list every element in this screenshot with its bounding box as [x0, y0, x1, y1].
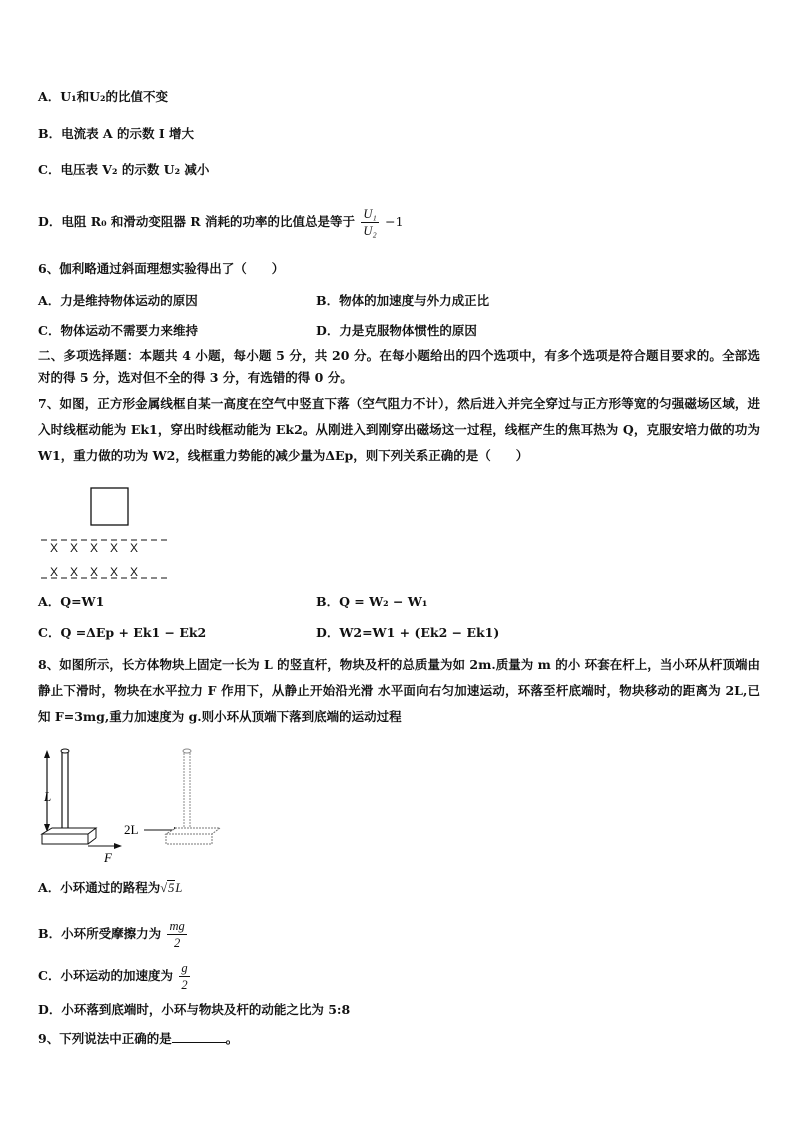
- q9-stem-text: 9、下列说法中正确的是: [38, 1031, 172, 1046]
- label-L: L: [44, 789, 52, 804]
- q8-option-b-fraction: [167, 918, 186, 951]
- sqrt-radicand: 5: [168, 881, 175, 895]
- q9-stem: [38, 1030, 238, 1048]
- q9-stem-end: 。: [225, 1031, 239, 1046]
- q7-option-c: C．Q =ΔEp + Ek1 − Ek2: [38, 625, 207, 640]
- q7-option-b: B．Q = W₂ − W₁: [316, 594, 428, 609]
- field-row-1: X X X X X: [50, 541, 139, 555]
- fraction-numerator: U₁: [363, 207, 377, 221]
- sqrt-expression: √5L: [160, 881, 183, 895]
- q5-option-c: C．电压表 V₂ 的示数 U₂ 减小: [38, 162, 210, 177]
- q8-stem: 8、如图所示，长方体物块上固定一长为 L 的竖直杆，物块及杆的总质量为如 2m.质量为 m 的小 环套在杆上，当小环从杆顶端由静止下滑时，物块在水平拉力 F 作用下，从静止开始沿光滑 水平面向右匀加速运动，环落至杆底端时，物块移动的距离为 2L,已知 F=3mg,重力加速度为 g.则小环从顶端下落到底端的运动过程: [38, 657, 760, 724]
- q8-option-b-text: B．小环所受摩擦力为: [38, 926, 162, 941]
- rod-right: [184, 750, 190, 832]
- q8-option-d: D．小环落到底端时，小环与物块及杆的动能之比为 5:8: [38, 1002, 351, 1017]
- fraction-numerator: g: [181, 961, 188, 975]
- q6-option-a: A．力是维持物体运动的原因: [38, 293, 198, 308]
- label-F: F: [104, 850, 112, 865]
- q7-figure: [38, 482, 178, 582]
- block-left: [42, 834, 88, 844]
- q8-option-a: [38, 879, 182, 897]
- q6-option-d: D．力是克服物体惯性的原因: [316, 323, 477, 338]
- q5-option-d: [38, 204, 404, 240]
- field-row-2: X X X X X: [50, 565, 139, 579]
- q6-option-b: B．物体的加速度与外力成正比: [316, 293, 490, 308]
- answer-blank[interactable]: [172, 1030, 226, 1043]
- q8-option-c-text: C．小环运动的加速度为: [38, 968, 173, 983]
- label-2L: 2L: [124, 822, 139, 837]
- q5-option-b: B．电流表 A 的示数 I 增大: [38, 126, 195, 141]
- q7-option-a: A．Q=W1: [38, 594, 105, 609]
- q8-option-c-fraction: [179, 960, 189, 993]
- q7-stem: 7、如图，正方形金属线框自某一高度在空气中竖直下落（空气阻力不计），然后进入并完全穿过与正方形等宽的匀强磁场区域，进入时线框动能为 Ek1，穿出时线框动能为 Ek2。从刚进入到刚穿出磁场这一过程，线框产生的焦耳热为 Q，克服安培力做的功为 W1，重力做的功为 W2，线框重力势能的减少量为ΔEp，则下列关系正确的是（ ）: [38, 396, 760, 463]
- q5-option-d-text: D．电阻 R₀ 和滑动变阻器 R 消耗的功率的比值总是等于: [38, 214, 355, 229]
- fraction-denominator: U₂: [363, 224, 377, 238]
- q5-option-a: A．U₁和U₂的比值不变: [38, 89, 168, 104]
- q5-option-d-suffix: −1: [385, 214, 404, 229]
- fraction-denominator: 2: [181, 978, 188, 992]
- q5-option-d-fraction: [361, 206, 378, 239]
- q8-option-b: [38, 916, 189, 952]
- rod-left: [62, 750, 68, 834]
- fraction-numerator: mg: [169, 919, 185, 933]
- q6-stem: 6、伽利略通过斜面理想实验得出了（ ）: [38, 261, 285, 276]
- q6-option-c: C．物体运动不需要力来维持: [38, 323, 198, 338]
- block-right: [166, 834, 212, 844]
- q8-option-a-text: A．小环通过的路程为: [38, 880, 161, 895]
- q8-option-c: [38, 958, 192, 994]
- fraction-denominator: 2: [173, 936, 181, 950]
- q7-option-d: D．W2=W1 + (Ek2 − Ek1): [316, 625, 500, 640]
- section-heading: 二、多项选择题：本题共 4 小题，每小题 5 分，共 20 分。在每小题给出的四个选项中，有多个选项是符合题目要求的。全部选对的得 5 分，选对但不全的得 3 分，有选错的得 0 分。: [38, 348, 760, 385]
- q8-figure: [38, 746, 238, 866]
- sqrt-variable: L: [175, 881, 183, 895]
- square-frame: [91, 488, 128, 525]
